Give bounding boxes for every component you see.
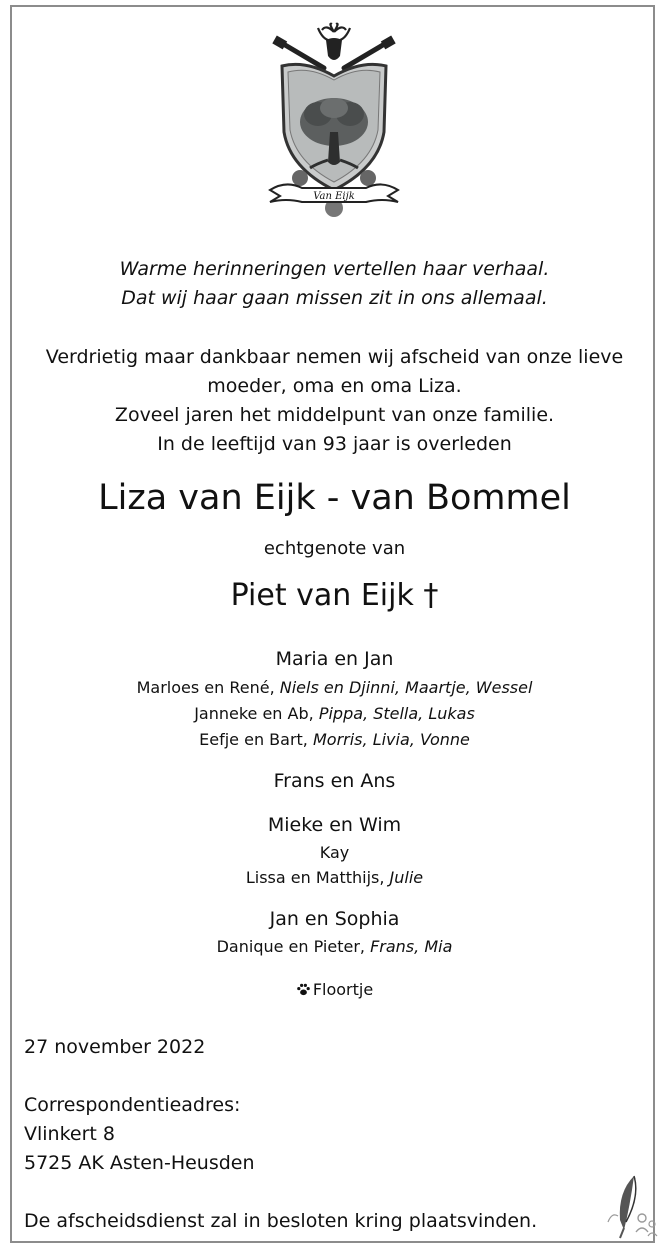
- intro-line-4: In de leeftijd van 93 jaar is overleden: [157, 433, 512, 455]
- family-head-3: Mieke en Wim: [267, 814, 402, 836]
- pet-line: [0, 980, 669, 999]
- family-line: Janneke en Ab, Pippa, Stella, Lukas: [194, 704, 475, 723]
- family-line: Marloes en René, Niels en Djinni, Maartje, Wessel: [136, 678, 533, 697]
- family-head-4: Jan en Sophia: [269, 908, 400, 930]
- intro-line-1: Verdrietig maar dankbaar nemen wij afscheid van onze lieve: [45, 346, 624, 368]
- spouse-name: Piet van Eijk †: [230, 578, 439, 613]
- family-line: Kay: [319, 843, 350, 862]
- feather-logo-icon: [600, 1172, 662, 1242]
- family-line: Danique en Pieter, Frans, Mia: [216, 937, 453, 956]
- pet-name: Floortje: [312, 980, 374, 999]
- family-line: Eefje en Bart, Morris, Livia, Vonne: [199, 730, 470, 749]
- poem-line-2: Dat wij haar gaan missen zit in ons allemaal.: [121, 287, 548, 309]
- poem-line-1: Warme herinneringen vertellen haar verhaal.: [119, 258, 550, 280]
- service-note: De afscheidsdienst zal in besloten kring plaatsvinden.: [24, 1210, 538, 1232]
- intro-line-2: moeder, oma en oma Liza.: [207, 375, 462, 397]
- crest-banner-text: Van Eijk: [313, 191, 355, 202]
- intro-line-3: Zoveel jaren het middelpunt van onze familie.: [114, 404, 555, 426]
- family-head-2: Frans en Ans: [273, 770, 396, 792]
- family-line: Lissa en Matthijs, Julie: [245, 868, 424, 887]
- deceased-name: Liza van Eijk - van Bommel: [98, 478, 571, 518]
- address-street: Vlinkert 8: [24, 1123, 116, 1145]
- spouse-label: echtgenote van: [263, 538, 406, 559]
- paw-icon: [296, 982, 311, 997]
- family-crest-icon: [266, 22, 402, 220]
- address-city: 5725 AK Asten-Heusden: [24, 1152, 255, 1174]
- family-head-1: Maria en Jan: [275, 648, 394, 670]
- announcement-date: 27 november 2022: [24, 1036, 206, 1058]
- address-label: Correspondentieadres:: [24, 1094, 241, 1116]
